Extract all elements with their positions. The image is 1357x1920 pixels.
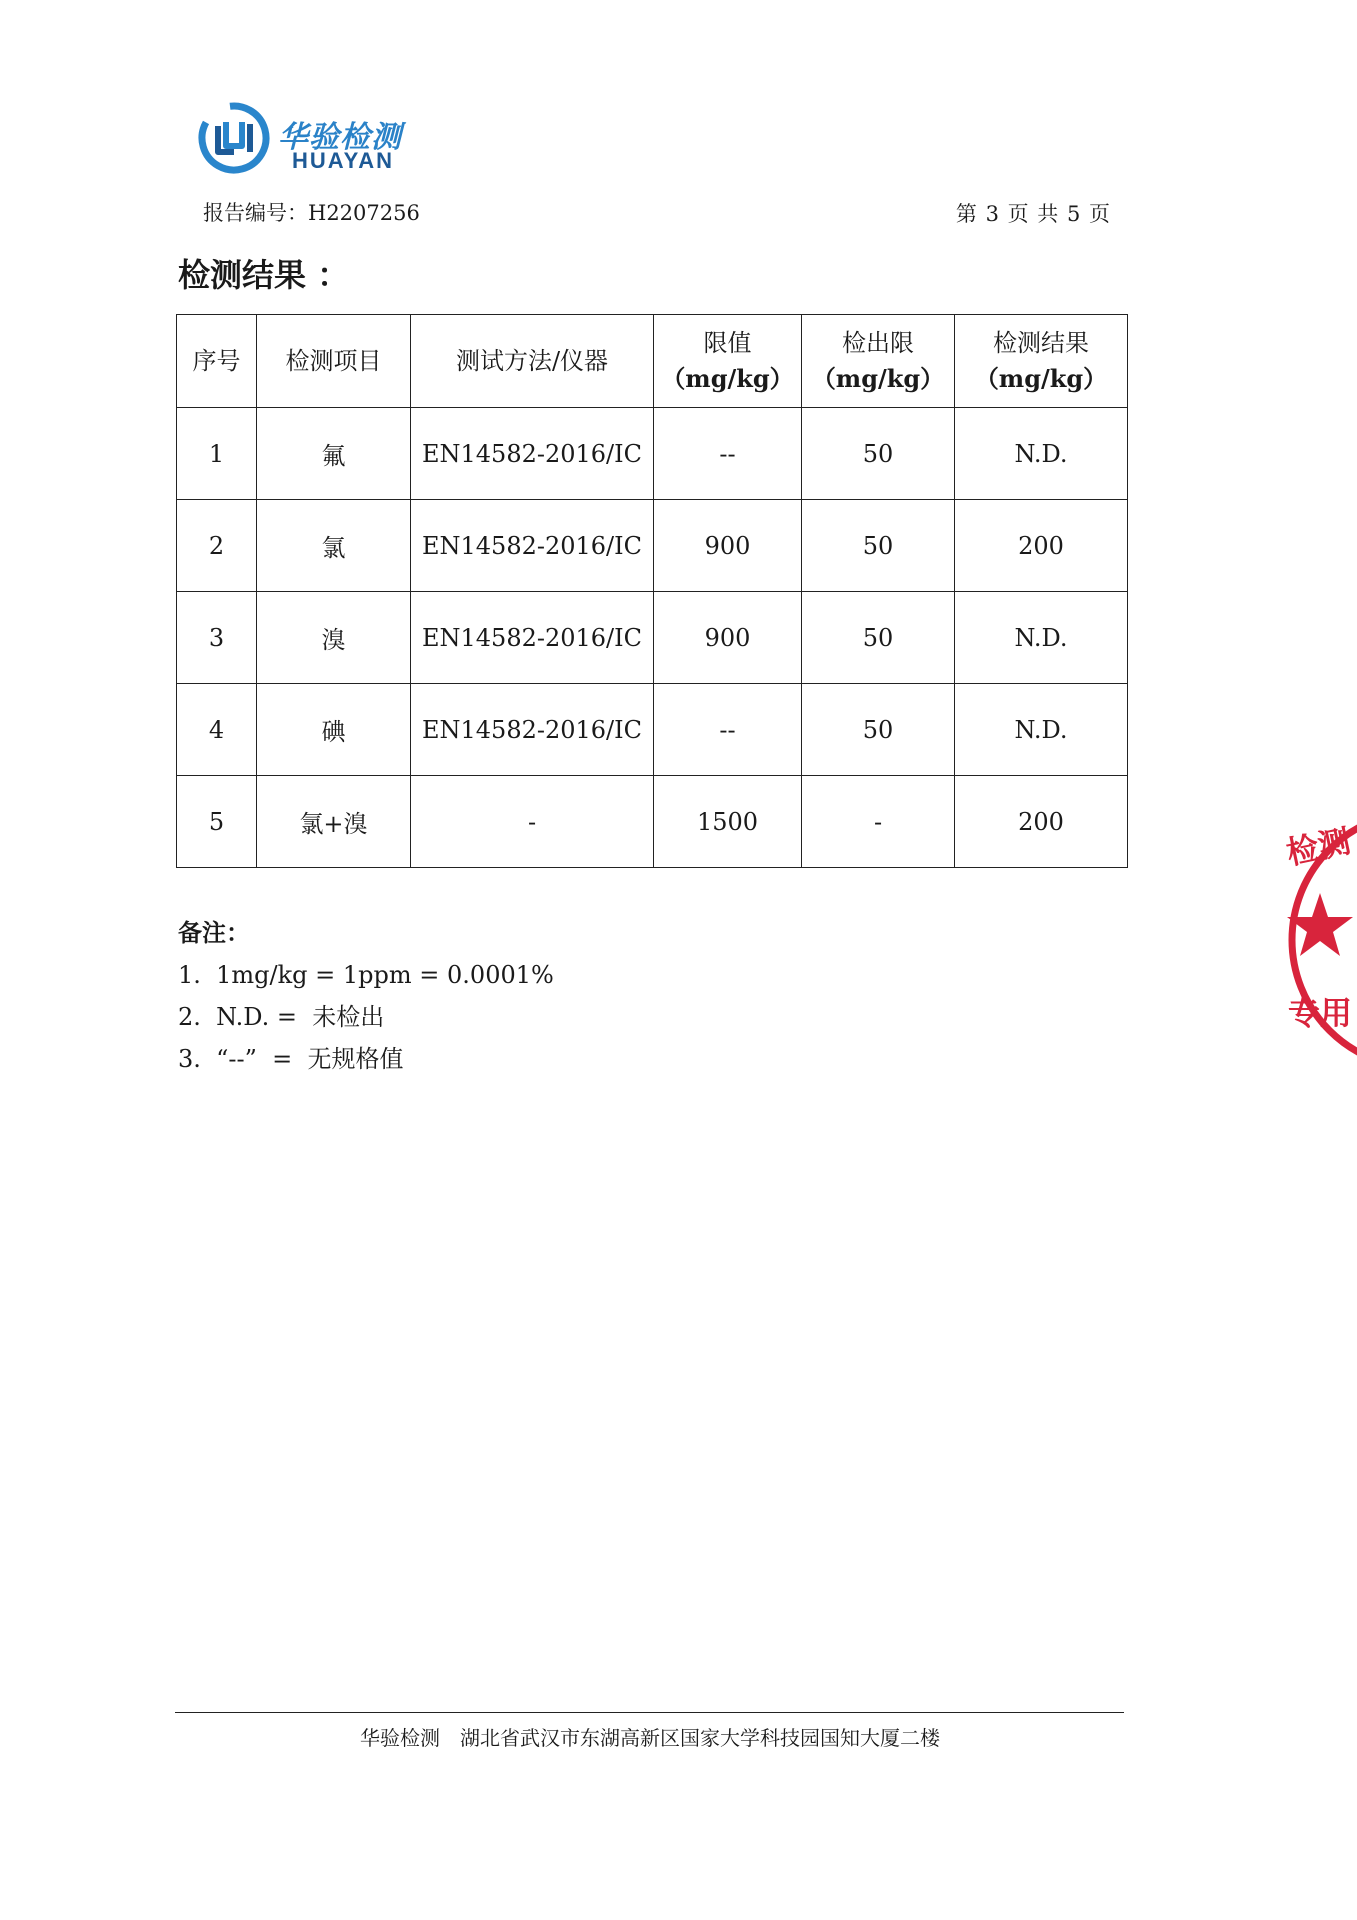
results-table bbox=[176, 314, 1128, 868]
cell-method: EN14582-2016/IC bbox=[411, 684, 654, 776]
note-item: 3. “--” = 无规格值 bbox=[178, 1045, 404, 1073]
header-cell-index: 序号 bbox=[177, 315, 257, 408]
cell-limit: -- bbox=[654, 408, 802, 500]
header-cell-result: 检测结果 （mg/kg） bbox=[955, 315, 1128, 408]
cell-result: N.D. bbox=[955, 592, 1128, 684]
official-seal bbox=[1270, 800, 1357, 1080]
seal-text-bottom: 专用 bbox=[1288, 994, 1353, 1032]
cell-result: 200 bbox=[955, 500, 1128, 592]
cell-index: 5 bbox=[177, 776, 257, 868]
report-number: 报告编号：H2207256 bbox=[203, 201, 420, 225]
cell-limit: 1500 bbox=[654, 776, 802, 868]
cell-detection-limit: 50 bbox=[802, 500, 955, 592]
cell-detection-limit: 50 bbox=[802, 684, 955, 776]
table-row bbox=[177, 684, 1128, 776]
cell-result: N.D. bbox=[955, 408, 1128, 500]
header-cell-method: 测试方法/仪器 bbox=[411, 315, 654, 408]
cell-limit: 900 bbox=[654, 592, 802, 684]
logo-english-text: HUAYAN bbox=[292, 148, 395, 173]
table-header-row bbox=[177, 315, 1128, 408]
table-row bbox=[177, 408, 1128, 500]
cell-detection-limit: 50 bbox=[802, 592, 955, 684]
cell-item: 氟 bbox=[257, 408, 411, 500]
table-row bbox=[177, 592, 1128, 684]
cell-index: 1 bbox=[177, 408, 257, 500]
cell-method: - bbox=[411, 776, 654, 868]
company-logo bbox=[196, 100, 446, 180]
cell-item: 氯 bbox=[257, 500, 411, 592]
footer bbox=[0, 1722, 1300, 1751]
logo-chinese-text: 华验检测 bbox=[278, 120, 402, 155]
section-title: 检测结果 ： bbox=[178, 256, 350, 294]
header-cell-detection-limit: 检出限 （mg/kg） bbox=[802, 315, 955, 408]
huayan-logo-icon bbox=[196, 100, 272, 176]
cell-index: 2 bbox=[177, 500, 257, 592]
seal-text-top: 检测 bbox=[1283, 821, 1354, 873]
cell-method: EN14582-2016/IC bbox=[411, 408, 654, 500]
cell-index: 4 bbox=[177, 684, 257, 776]
page-indicator: 第 3 页 共 5 页 bbox=[955, 202, 1110, 226]
cell-limit: -- bbox=[654, 684, 802, 776]
cell-limit: 900 bbox=[654, 500, 802, 592]
footer-company: 华验检测 bbox=[360, 1726, 440, 1750]
cell-result: 200 bbox=[955, 776, 1128, 868]
cell-method: EN14582-2016/IC bbox=[411, 500, 654, 592]
cell-index: 3 bbox=[177, 592, 257, 684]
note-item: 1. 1mg/kg = 1ppm = 0.0001% bbox=[178, 961, 554, 989]
cell-result: N.D. bbox=[955, 684, 1128, 776]
notes-section bbox=[178, 912, 554, 1080]
notes-title: 备注： bbox=[178, 918, 250, 947]
cell-item: 氯+溴 bbox=[257, 776, 411, 868]
cell-item: 溴 bbox=[257, 592, 411, 684]
table-row bbox=[177, 776, 1128, 868]
footer-address: 湖北省武汉市东湖高新区国家大学科技园国知大厦二楼 bbox=[460, 1726, 940, 1750]
table-row bbox=[177, 500, 1128, 592]
footer-divider bbox=[175, 1712, 1124, 1713]
cell-method: EN14582-2016/IC bbox=[411, 592, 654, 684]
cell-detection-limit: - bbox=[802, 776, 955, 868]
cell-item: 碘 bbox=[257, 684, 411, 776]
note-item: 2. N.D. = 未检出 bbox=[178, 1003, 385, 1031]
header-cell-limit: 限值 （mg/kg） bbox=[654, 315, 802, 408]
header-cell-item: 检测项目 bbox=[257, 315, 411, 408]
cell-detection-limit: 50 bbox=[802, 408, 955, 500]
